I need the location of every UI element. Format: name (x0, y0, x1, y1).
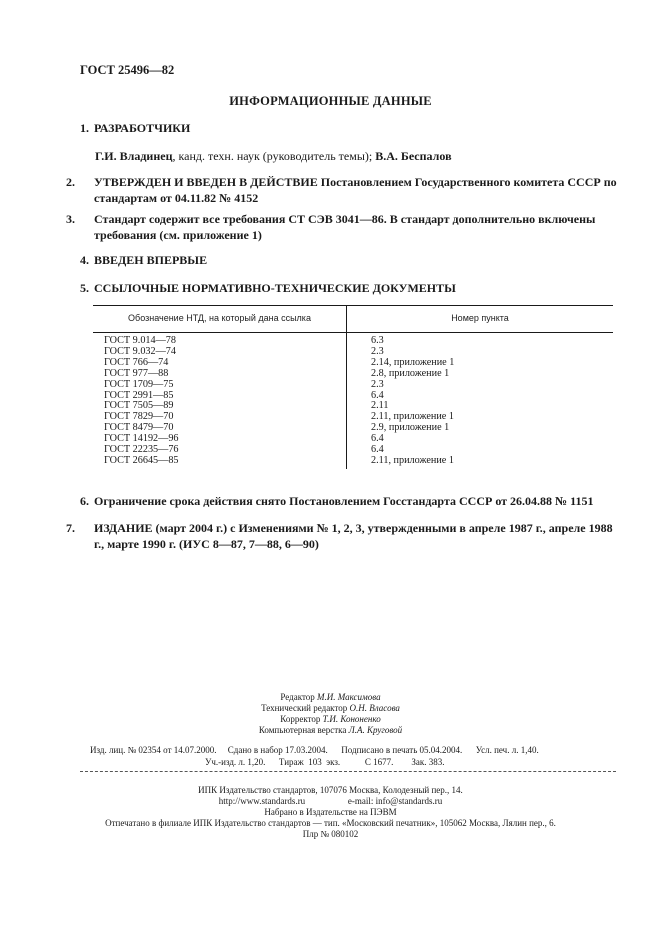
section-number: 6. (80, 494, 89, 508)
table-row-item: 2.3 (371, 345, 384, 357)
table-row-ref: ГОСТ 22235—76 (104, 444, 179, 456)
table-row-ref: ГОСТ 7829—70 (104, 411, 174, 423)
corrector-line (0, 714, 661, 724)
section-3 (66, 212, 620, 243)
table-header-reference: Обозначение НТД, на который дана ссылка (128, 313, 311, 323)
section-number: 7. (66, 521, 75, 535)
section-text: УТВЕРЖДЕН И ВВЕДЕН В ДЕЙСТВИЕ Постановлением Государственного комитета СССР по стандартам от 04.11.82 № 4152 (94, 175, 617, 205)
section-6 (80, 494, 620, 510)
table-row-ref: ГОСТ 14192—96 (104, 433, 179, 445)
table-reference-column (104, 336, 179, 467)
table-row-item: 6.4 (371, 444, 384, 456)
tech-editor-label: Технический редактор (261, 703, 348, 713)
table-item-column (371, 336, 454, 467)
developer-name-2: В.А. Беспалов (375, 149, 452, 163)
publication-line-1: Изд. лиц. № 02354 от 14.07.2000. Сдано в набор 17.03.2004. Подписано в печать 05.04.2004. Усл. печ. л. 1,40. (90, 745, 539, 755)
section-text: РАЗРАБОТЧИКИ (94, 121, 191, 135)
table-row-item: 2.11, приложение 1 (371, 454, 454, 466)
section-text: ССЫЛОЧНЫЕ НОРМАТИВНО-ТЕХНИЧЕСКИЕ ДОКУМЕНТЫ (94, 281, 456, 295)
table-header-item: Номер пункта (451, 313, 509, 323)
table-row-item: 2.14, приложение 1 (371, 356, 455, 368)
table-row-item: 6.4 (371, 433, 384, 445)
table-row-ref: ГОСТ 7505—89 (104, 400, 174, 412)
section-text: ВВЕДЕН ВПЕРВЫЕ (94, 253, 208, 267)
printed-line: Отпечатано в филиале ИПК Издательство стандартов — тип. «Московский печатник», 105062 Москва, Лялин пер., 6. (105, 818, 556, 828)
section-2 (66, 175, 620, 206)
section-text: Ограничение срока действия снято Постановлением Госстандарта СССР от 26.04.88 № 1151 (94, 494, 594, 508)
divider-line (80, 771, 616, 772)
layout-line (0, 725, 661, 735)
editor-line (0, 692, 661, 702)
publication-line-2: Уч.-изд. л. 1,20. Тираж 103 экз. С 1677. Зак. 383. (205, 757, 445, 767)
table-row-item: 2.9, приложение 1 (371, 422, 450, 434)
section-1-heading (80, 121, 620, 137)
table-row-item: 2.11 (371, 400, 389, 412)
table-top-border (93, 305, 613, 306)
section-number: 2. (66, 175, 75, 189)
typeset-line: Набрано в Издательстве на ПЭВМ (264, 807, 397, 817)
layout-name: Л.А. Круговой (348, 725, 403, 735)
table-column-divider (346, 305, 347, 469)
section-number: 1. (80, 121, 89, 135)
table-row-ref: ГОСТ 977—88 (104, 367, 169, 379)
table-row-ref: ГОСТ 8479—70 (104, 422, 174, 434)
corrector-label: Корректор (280, 714, 321, 724)
table-row-ref: ГОСТ 2991—85 (104, 389, 174, 401)
table-row-item: 2.11, приложение 1 (371, 411, 454, 423)
document-code: ГОСТ 25496—82 (80, 63, 175, 77)
contact-line: http://www.standards.ru e-mail: info@standards.ru (218, 796, 443, 806)
table-row-item: 6.4 (371, 389, 384, 401)
editor-label: Редактор (280, 692, 315, 702)
corrector-name: Т.И. Кононенко (322, 714, 381, 724)
table-row-item: 2.8, приложение 1 (371, 367, 450, 379)
developer-name-1: Г.И. Владинец (95, 149, 173, 163)
table-row-item: 2.3 (371, 378, 384, 390)
section-number: 3. (66, 212, 75, 226)
editor-name: М.И. Максимова (317, 692, 381, 702)
layout-label: Компьютерная верстка (258, 725, 347, 735)
section-text: Стандарт содержит все требования СТ СЭВ 3041—86. В стандарт дополнительно включены требования (см. приложение 1) (94, 212, 596, 242)
table-row-ref: ГОСТ 1709—75 (104, 378, 174, 390)
section-5 (80, 281, 620, 297)
plr-line: Плр № 080102 (302, 829, 359, 839)
table-header-border (93, 332, 613, 333)
table-row-ref: ГОСТ 9.014—78 (104, 335, 176, 346)
section-number: 5. (80, 281, 89, 295)
publisher-line: ИПК Издательство стандартов, 107076 Москва, Колодезный пер., 14. (198, 785, 463, 795)
table-row-ref: ГОСТ 26645—85 (104, 454, 179, 466)
table-row-ref: ГОСТ 766—74 (104, 356, 169, 368)
tech-editor-name: О.Н. Власова (349, 703, 400, 713)
table-row-ref: ГОСТ 9.032—74 (104, 345, 176, 357)
developers-line (95, 149, 452, 164)
section-text: ИЗДАНИЕ (март 2004 г.) с Изменениями № 1, 2, 3, утвержденными в апреле 1987 г., апреле 1988 г., марте 1990 г. (ИУС 8—87, 7—88, 6—90) (94, 521, 613, 551)
tech-editor-line (0, 703, 661, 713)
table-row-item: 6.3 (371, 335, 384, 346)
page-title: ИНФОРМАЦИОННЫЕ ДАННЫЕ (229, 94, 432, 108)
section-7 (66, 521, 620, 552)
developer-details: , канд. техн. наук (руководитель темы); (172, 149, 376, 163)
section-4 (80, 253, 620, 269)
section-number: 4. (80, 253, 89, 267)
